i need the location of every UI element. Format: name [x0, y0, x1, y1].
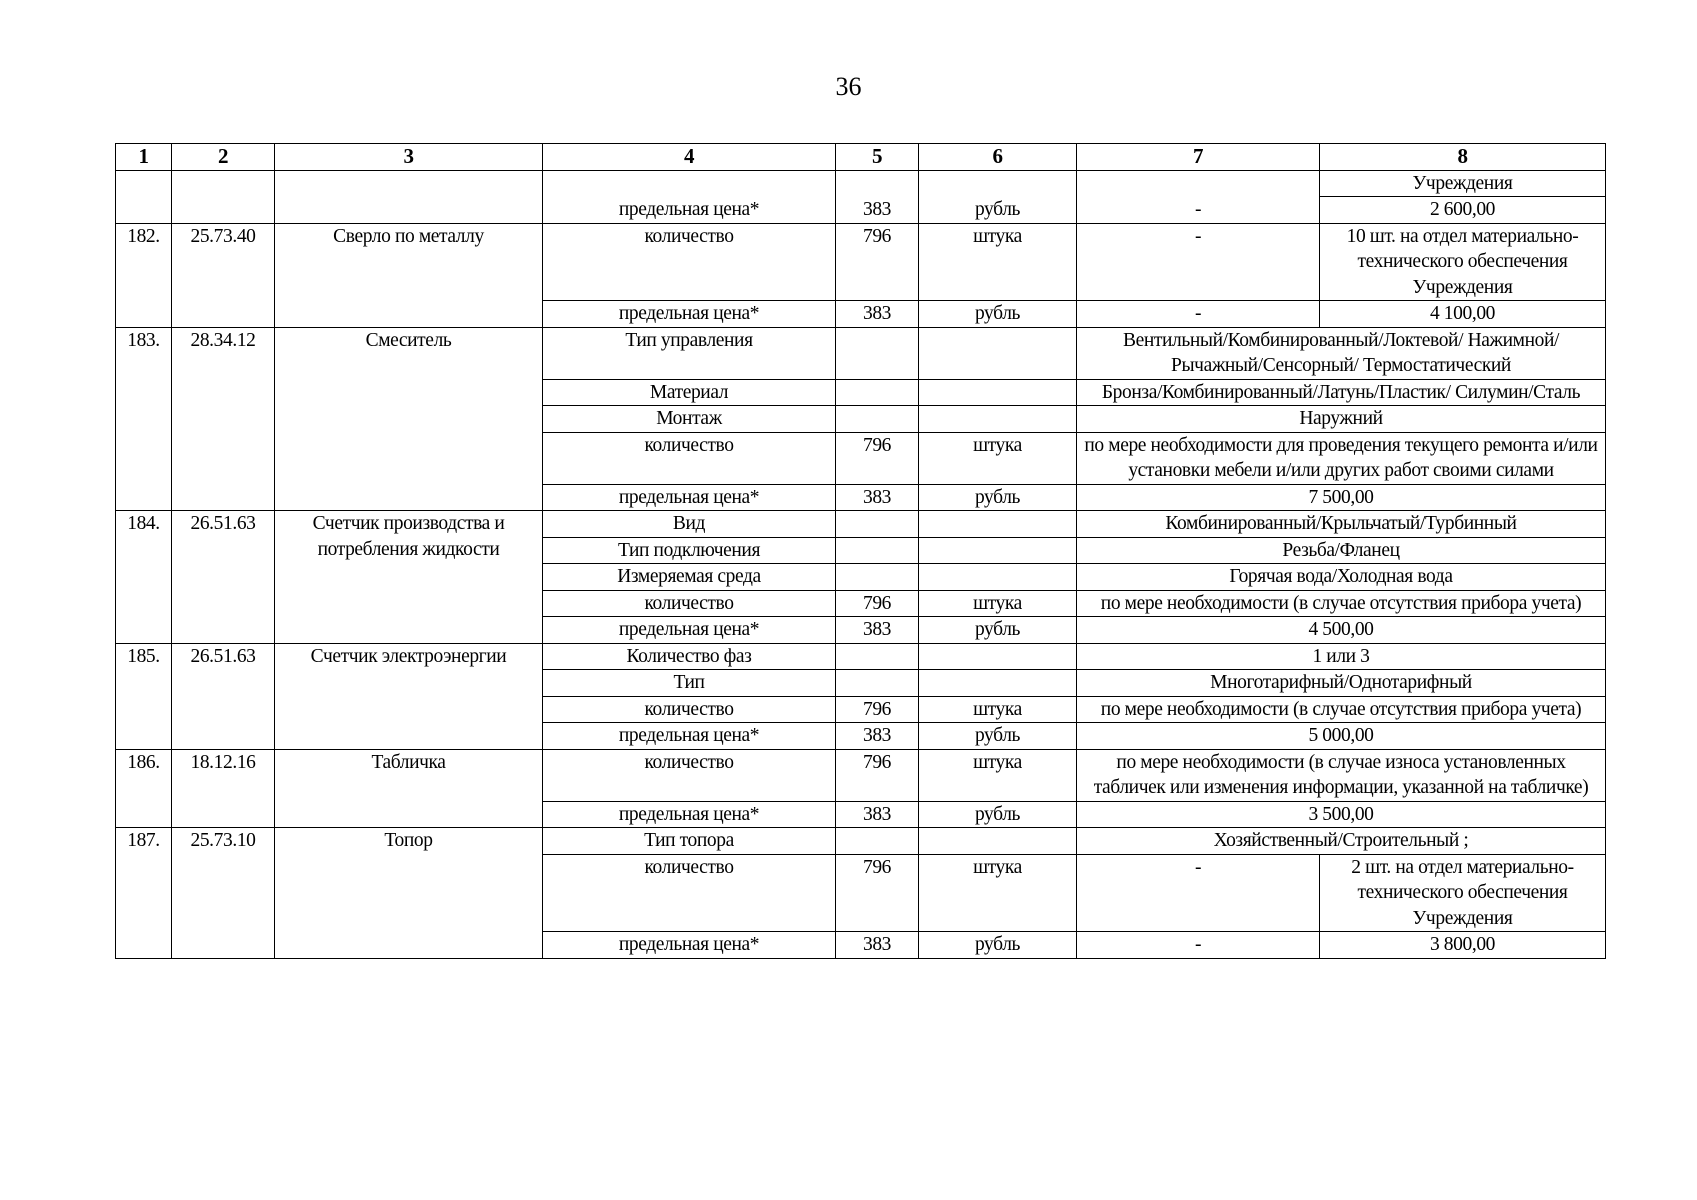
- attribute-cell: количество: [543, 696, 836, 723]
- item-name-cell: Топор: [275, 828, 543, 959]
- item-code-cell: 26.51.63: [172, 643, 275, 749]
- attribute-cell: количество: [543, 854, 836, 932]
- attribute-cell: предельная цена*: [543, 801, 836, 828]
- unit-code-cell: 796: [836, 696, 919, 723]
- value-cell: Бронза/Комбинированный/Латунь/Пластик/ Силумин/Сталь: [1077, 379, 1606, 406]
- attribute-cell: предельная цена*: [543, 301, 836, 328]
- unit-code-cell: [836, 564, 919, 591]
- item-code-cell: 26.51.63: [172, 511, 275, 644]
- unit-code-cell: 383: [836, 484, 919, 511]
- attribute-cell: Количество фаз: [543, 643, 836, 670]
- header-cell: 5: [836, 144, 919, 171]
- unit-cell: [919, 537, 1077, 564]
- unit-code-cell: [836, 537, 919, 564]
- unit-code-cell: [836, 327, 919, 379]
- value-cell: -: [1077, 197, 1320, 224]
- value-cell: 7 500,00: [1077, 484, 1606, 511]
- attribute-cell: Тип управления: [543, 327, 836, 379]
- unit-code-cell: 796: [836, 749, 919, 801]
- unit-cell: штука: [919, 590, 1077, 617]
- item-name-cell: Счетчик производства и потребления жидкости: [275, 511, 543, 644]
- attribute-cell: Тип подключения: [543, 537, 836, 564]
- item-number-cell: 183.: [116, 327, 172, 511]
- unit-cell: [919, 564, 1077, 591]
- unit-cell: рубль: [919, 801, 1077, 828]
- table-row: [116, 170, 1606, 197]
- item-number-cell: 186.: [116, 749, 172, 828]
- unit-cell: штука: [919, 854, 1077, 932]
- item-name-cell: Сверло по металлу: [275, 223, 543, 327]
- unit-cell: [919, 511, 1077, 538]
- unit-code-cell: 796: [836, 432, 919, 484]
- table-row: [116, 643, 1606, 670]
- value-cell: 2 600,00: [1320, 197, 1606, 224]
- unit-cell: [919, 670, 1077, 697]
- unit-cell: [919, 379, 1077, 406]
- value-cell: Резьба/Фланец: [1077, 537, 1606, 564]
- header-cell: 2: [172, 144, 275, 171]
- item-name-cell: Табличка: [275, 749, 543, 828]
- value-cell: Учреждения: [1320, 170, 1606, 197]
- unit-code-cell: [836, 828, 919, 855]
- unit-cell: [919, 327, 1077, 379]
- item-code-cell: 25.73.40: [172, 223, 275, 327]
- unit-cell: рубль: [919, 932, 1077, 959]
- value-cell: по мере необходимости (в случае отсутствия прибора учета): [1077, 696, 1606, 723]
- value-cell: 4 500,00: [1077, 617, 1606, 644]
- unit-cell: штука: [919, 749, 1077, 801]
- unit-cell: рубль: [919, 301, 1077, 328]
- unit-cell: штука: [919, 432, 1077, 484]
- item-name-cell: Смеситель: [275, 327, 543, 511]
- header-cell: 1: [116, 144, 172, 171]
- unit-code-cell: 383: [836, 197, 919, 224]
- value-cell: 10 шт. на отдел материально-технического обеспечения Учреждения: [1320, 223, 1606, 301]
- requirements-table: [115, 143, 1606, 959]
- value-cell: 3 500,00: [1077, 801, 1606, 828]
- value-cell: Вентильный/Комбинированный/Локтевой/ Нажимной/Рычажный/Сенсорный/ Термостатический: [1077, 327, 1606, 379]
- attribute-cell: количество: [543, 749, 836, 801]
- value-cell: Наружний: [1077, 406, 1606, 433]
- value-cell: по мере необходимости (в случае отсутствия прибора учета): [1077, 590, 1606, 617]
- item-number-cell: 185.: [116, 643, 172, 749]
- unit-code-cell: 383: [836, 932, 919, 959]
- unit-code-cell: 383: [836, 301, 919, 328]
- value-cell: Горячая вода/Холодная вода: [1077, 564, 1606, 591]
- item-number-cell: 182.: [116, 223, 172, 327]
- value-cell: 5 000,00: [1077, 723, 1606, 750]
- item-code-cell: 28.34.12: [172, 327, 275, 511]
- value-cell: -: [1077, 932, 1320, 959]
- item-code-cell: [172, 170, 275, 223]
- unit-code-cell: [836, 511, 919, 538]
- attribute-cell: предельная цена*: [543, 617, 836, 644]
- unit-code-cell: [836, 670, 919, 697]
- unit-cell: [919, 406, 1077, 433]
- header-cell: 6: [919, 144, 1077, 171]
- attribute-cell: Тип топора: [543, 828, 836, 855]
- value-cell: -: [1077, 223, 1320, 301]
- attribute-cell: количество: [543, 590, 836, 617]
- item-code-cell: 18.12.16: [172, 749, 275, 828]
- unit-code-cell: 796: [836, 590, 919, 617]
- item-code-cell: 25.73.10: [172, 828, 275, 959]
- table-row: [116, 828, 1606, 855]
- unit-code-cell: [836, 406, 919, 433]
- attribute-cell: количество: [543, 223, 836, 301]
- unit-code-cell: 796: [836, 854, 919, 932]
- item-number-cell: 184.: [116, 511, 172, 644]
- table-row: [116, 749, 1606, 801]
- value-cell: 1 или 3: [1077, 643, 1606, 670]
- unit-cell: [919, 643, 1077, 670]
- attribute-cell: Вид: [543, 511, 836, 538]
- table-row: [116, 327, 1606, 379]
- header-cell: 4: [543, 144, 836, 171]
- item-number-cell: 187.: [116, 828, 172, 959]
- attribute-cell: Монтаж: [543, 406, 836, 433]
- unit-code-cell: [836, 379, 919, 406]
- unit-code-cell: 383: [836, 617, 919, 644]
- header-cell: 7: [1077, 144, 1320, 171]
- value-cell: -: [1077, 301, 1320, 328]
- attribute-cell: Тип: [543, 670, 836, 697]
- attribute-cell: предельная цена*: [543, 932, 836, 959]
- value-cell: по мере необходимости (в случае износа установленных табличек или изменения информации, указанной на табличке): [1077, 749, 1606, 801]
- unit-code-cell: 383: [836, 801, 919, 828]
- unit-cell: штука: [919, 696, 1077, 723]
- table-row: [116, 511, 1606, 538]
- unit-cell: рубль: [919, 484, 1077, 511]
- unit-cell: [919, 170, 1077, 197]
- attribute-cell: предельная цена*: [543, 723, 836, 750]
- page-number: 36: [835, 72, 862, 101]
- value-cell: Комбинированный/Крыльчатый/Турбинный: [1077, 511, 1606, 538]
- attribute-cell: [543, 170, 836, 197]
- attribute-cell: Материал: [543, 379, 836, 406]
- value-cell: -: [1077, 854, 1320, 932]
- unit-code-cell: [836, 643, 919, 670]
- header-row: [116, 144, 1606, 171]
- value-cell: по мере необходимости для проведения текущего ремонта и/или установки мебели и/или других работ своими силами: [1077, 432, 1606, 484]
- unit-cell: рубль: [919, 197, 1077, 224]
- attribute-cell: Измеряемая среда: [543, 564, 836, 591]
- unit-code-cell: [836, 170, 919, 197]
- value-cell: 4 100,00: [1320, 301, 1606, 328]
- item-name-cell: [275, 170, 543, 223]
- unit-cell: штука: [919, 223, 1077, 301]
- header-cell: 8: [1320, 144, 1606, 171]
- value-cell: [1077, 170, 1320, 197]
- unit-cell: рубль: [919, 723, 1077, 750]
- item-number-cell: [116, 170, 172, 223]
- attribute-cell: предельная цена*: [543, 197, 836, 224]
- unit-cell: [919, 828, 1077, 855]
- unit-cell: рубль: [919, 617, 1077, 644]
- header-cell: 3: [275, 144, 543, 171]
- value-cell: 2 шт. на отдел материально-технического обеспечения Учреждения: [1320, 854, 1606, 932]
- attribute-cell: предельная цена*: [543, 484, 836, 511]
- value-cell: 3 800,00: [1320, 932, 1606, 959]
- value-cell: Многотарифный/Однотарифный: [1077, 670, 1606, 697]
- table-row: [116, 223, 1606, 301]
- attribute-cell: количество: [543, 432, 836, 484]
- unit-code-cell: 796: [836, 223, 919, 301]
- item-name-cell: Счетчик электроэнергии: [275, 643, 543, 749]
- unit-code-cell: 383: [836, 723, 919, 750]
- value-cell: Хозяйственный/Строительный ;: [1077, 828, 1606, 855]
